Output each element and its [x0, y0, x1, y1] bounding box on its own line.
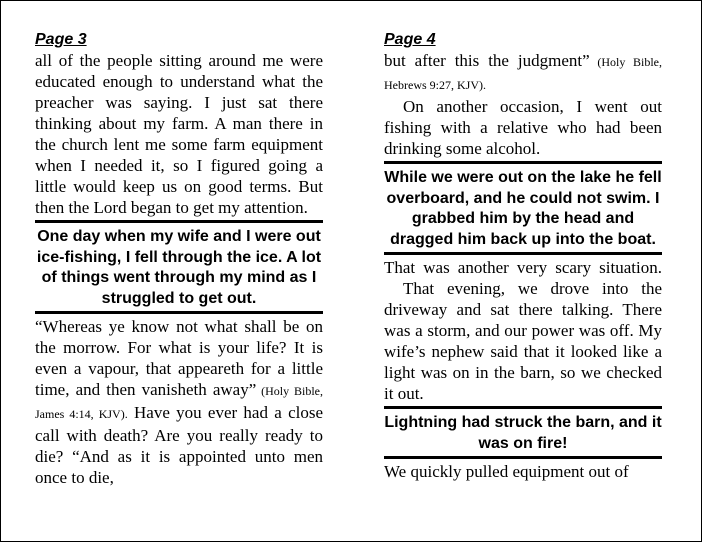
paragraph: That was another very scary situation.: [384, 258, 662, 277]
paragraph: We quickly pulled equipment out of: [384, 462, 629, 481]
paragraph: On another occasion, I went out fishing with a relative who had been drinking some alcohol.: [384, 97, 662, 158]
highlight-callout: Lightning had struck the barn, and it was on fire!: [384, 406, 662, 459]
scripture-reference: (Holy Bible, Hebrews 9:27, KJV).: [384, 55, 662, 92]
page-label: Page 4: [384, 31, 436, 48]
highlight-callout: One day when my wife and I were out ice-fishing, I fell through the ice. A lot of things went through my mind as I struggled to get out.: [35, 220, 323, 314]
scripture-quote: “Whereas ye know not what shall be on the morrow. For what is your life? It is even a vapour, that appeareth for a little time, and then vanisheth away”: [35, 317, 323, 399]
highlight-callout: While we were out on the lake he fell overboard, and he could not swim. I grabbed him by the head and dragged him back up into the boat.: [384, 161, 662, 255]
page-label: Page 3: [35, 31, 87, 48]
paragraph: [384, 50, 662, 96]
scripture-quote: but after this the judgment”: [384, 51, 590, 70]
page-4-column: [384, 30, 662, 482]
paragraph-text: Have you ever had a close call with death? Are you really ready to die? “And as it is appointed unto men once to die,: [35, 403, 323, 487]
paragraph: That evening, we drove into the driveway and sat there talking. There was a storm, and our power was off. My wife’s nephew said that it looked like a light was on in the barn, so we checked it out.: [384, 279, 662, 403]
page-3-column: [35, 30, 323, 488]
paragraph: [35, 316, 323, 488]
scripture-reference: (Holy Bible, James 4:14, KJV).: [35, 384, 323, 421]
paragraph: all of the people sitting around me were educated enough to understand what the preacher was saying. I just sat there thinking about my farm. A man there in the church lent me some farm equipment when I needed it, so I figured going a little would keep us on good terms. But then the Lord began to get my attention.: [35, 51, 323, 217]
